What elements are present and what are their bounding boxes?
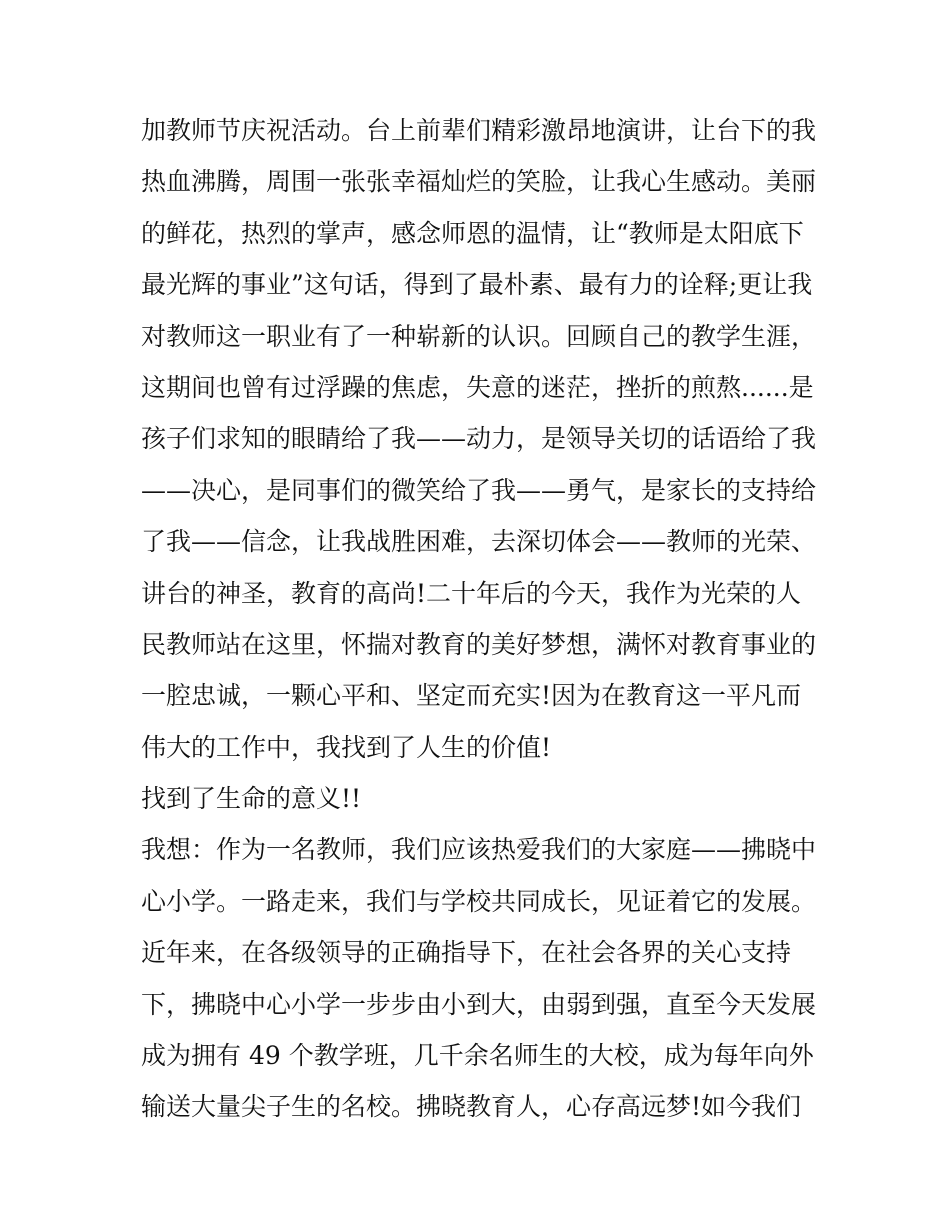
text-line: 孩子们求知的眼睛给了我——动力，是领导关切的话语给了我 [141,424,817,454]
text-line: 这期间也曾有过浮躁的焦虑，失意的迷茫，挫折的煎熬......是 [141,372,814,402]
text-line: 的鲜花，热烈的掌声，感念师恩的温情，让“教师是太阳底下 [141,218,804,248]
text-line: 讲台的神圣，教育的高尚!二十年后的今天，我作为光荣的人 [141,578,802,608]
text-line: 心小学。一路走来，我们与学校共同成长，见证着它的发展。 [141,886,817,916]
text-line: 我想：作为一名教师，我们应该热爱我们的大家庭——拂晓中 [141,835,817,865]
body-text [141,105,821,1133]
text-line: 输送大量尖子生的名校。拂晓教育人，心存高远梦!如今我们 [141,1092,802,1122]
text-line: 热血沸腾，周围一张张幸福灿烂的笑脸，让我心生感动。美丽 [141,167,817,197]
text-line: 成为拥有 49 个教学班，几千余名师生的大校，成为每年向外 [141,1041,814,1071]
text-line: ——决心，是同事们的微笑给了我——勇气，是家长的支持给 [141,475,817,505]
text-line: 最光辉的事业”这句话，得到了最朴素、最有力的诠释;更让我 [141,270,813,300]
text-line: 下，拂晓中心小学一步步由小到大，由弱到强，直至今天发展 [141,989,817,1019]
text-line: 伟大的工作中，我找到了人生的价值! [141,732,552,762]
text-line: 找到了生命的意义!! [141,784,362,814]
text-line: 加教师节庆祝活动。台上前辈们精彩激昂地演讲，让台下的我 [141,116,817,145]
text-line: 了我——信念，让我战胜困难，去深切体会——教师的光荣、 [141,527,817,557]
text-line: 民教师站在这里，怀揣对教育的美好梦想，满怀对教育事业的 [141,629,817,659]
text-line: 一腔忠诚，一颗心平和、坚定而充实!因为在教育这一平凡而 [141,681,802,711]
text-line: 近年来，在各级领导的正确指导下，在社会各界的关心支持 [141,938,792,968]
text-line: 对教师这一职业有了一种崭新的认识。回顾自己的教学生涯， [141,321,817,351]
